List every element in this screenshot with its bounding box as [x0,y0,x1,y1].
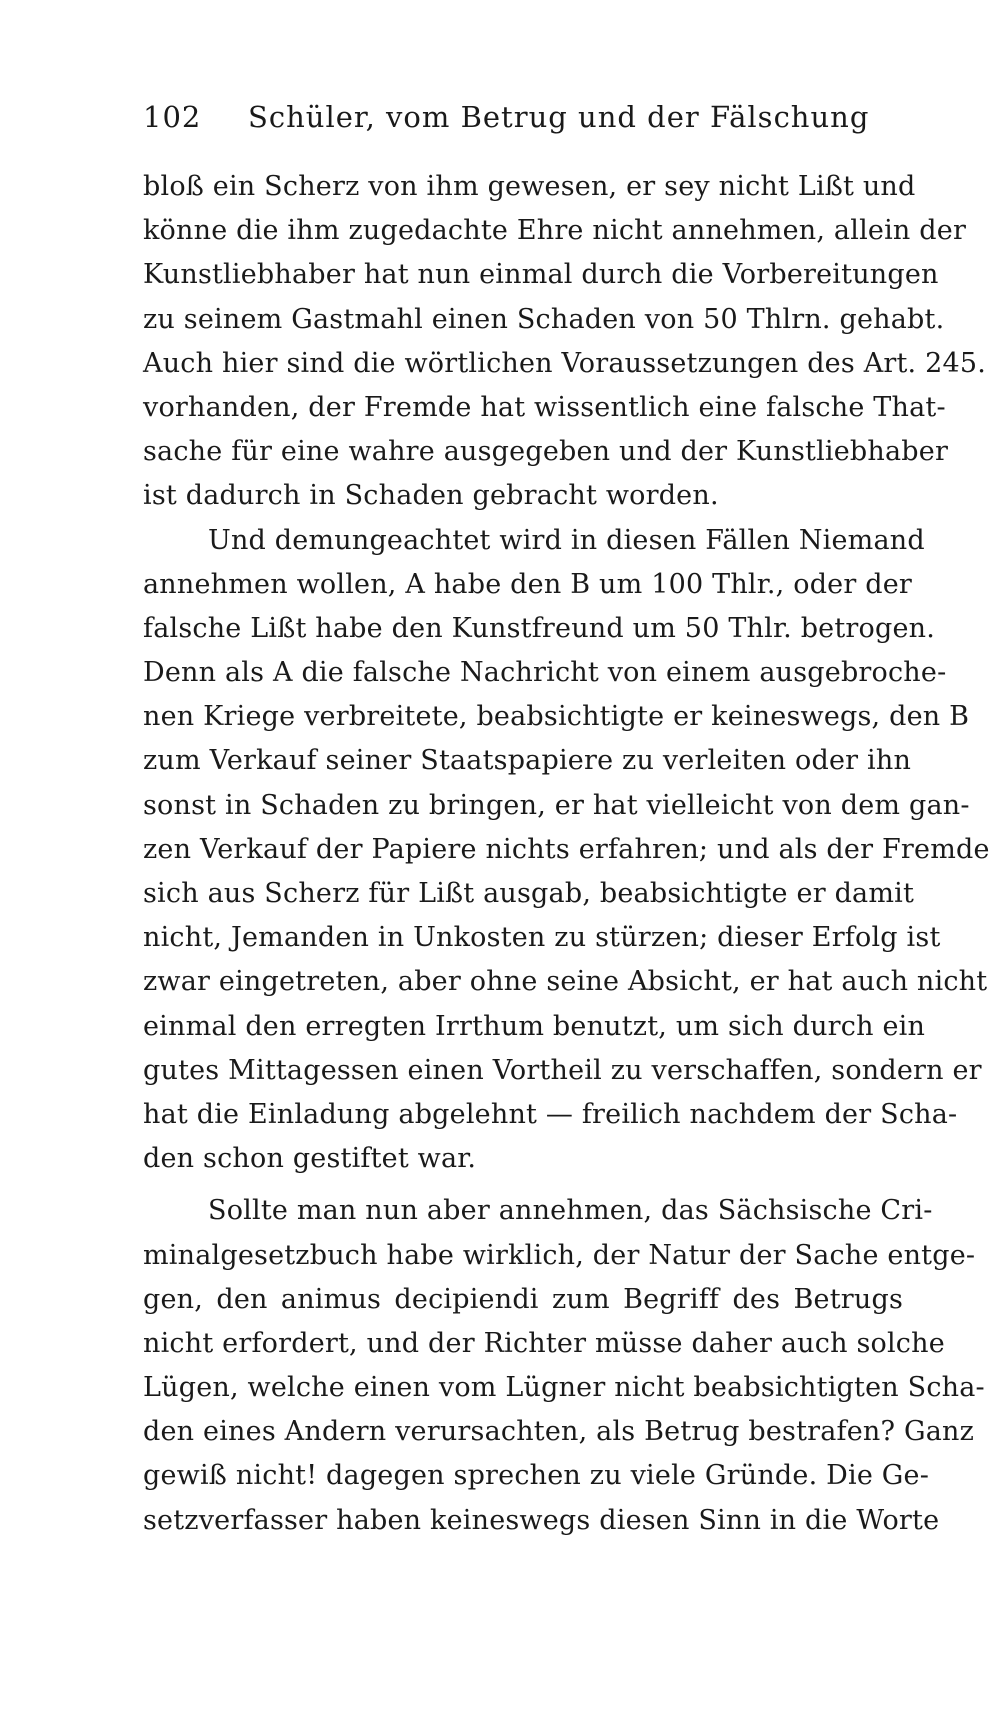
running-title: Schüler, vom Betrug und der Fälschung [248,100,870,134]
text-line: gutes Mittagessen einen Vortheil zu verschaffen, sondern er [143,1054,982,1086]
running-header [143,100,903,134]
text-line: zwar eingetreten, aber ohne seine Absicht, er hat auch nicht [143,966,988,998]
page-body [143,165,990,1543]
text-line: falsche Lißt habe den Kunstfreund um 50 Thlr. betrogen. [143,612,935,644]
text-line: Lügen, welche einen vom Lügner nicht beabsichtigten Scha- [143,1372,985,1404]
text-line: zu seinem Gastmahl einen Schaden von 50 Thlrn. gehabt. [143,303,945,335]
text-line: den schon gestiftet war. [143,1143,477,1175]
text-line: Auch hier sind die wörtlichen Voraussetzungen des Art. 245. [143,347,987,379]
text-line: Sollte man nun aber annehmen, das Sächsische Cri- [208,1195,933,1227]
text-line: nicht, Jemanden in Unkosten zu stürzen; dieser Erfolg ist [143,922,941,954]
paragraph-2 [143,519,990,1182]
text-line: gen, den animus decipiendi zum Begriff des Betrugs [143,1283,903,1315]
text-line: Und demungeachtet wird in diesen Fällen Niemand [208,524,925,556]
text-line: annehmen wollen, A habe den B um 100 Thlr., oder der [143,568,913,600]
text-line: nicht erfordert, und der Richter müsse daher auch solche [143,1327,945,1359]
text-line: den eines Andern verursachten, als Betrug bestrafen? Ganz [143,1416,975,1448]
text-line: minalgesetzbuch habe wirklich, der Natur der Sache entge- [143,1239,976,1271]
text-line: Denn als A die falsche Nachricht von einem ausgebroche- [143,657,947,689]
paragraph-gap [143,1181,903,1189]
paragraph-3 [143,1189,985,1543]
text-line: setzverfasser haben keineswegs diesen Sinn in die Worte [143,1504,940,1536]
text-line: bloß ein Scherz von ihm gewesen, er sey nicht Lißt und [143,171,916,202]
text-line: einmal den erregten Irrthum benutzt, um sich durch ein [143,1010,926,1042]
text-line: nen Kriege verbreitete, beabsichtigte er keineswegs, den B [143,701,970,733]
text-line: ist dadurch in Schaden gebracht worden. [143,480,719,512]
page-number: 102 [143,100,202,134]
text-line: sich aus Scherz für Lißt ausgab, beabsichtigte er damit [143,878,915,909]
text-line: zum Verkauf seiner Staatspapiere zu verleiten oder ihn [143,745,912,777]
text-line: zen Verkauf der Papiere nichts erfahren; und als der Fremde [143,833,990,865]
text-line: sache für eine wahre ausgegeben und der Kunstliebhaber [143,436,949,468]
text-line: Kunstliebhaber hat nun einmal durch die Vorbereitungen [143,259,939,291]
paragraph-1 [143,165,987,519]
text-line: gewiß nicht! dagegen sprechen zu viele Gründe. Die Ge- [143,1460,930,1492]
text-line: könne die ihm zugedachte Ehre nicht annehmen, allein der [143,215,967,247]
text-line: sonst in Schaden zu bringen, er hat vielleicht von dem gan- [143,789,970,821]
text-line: hat die Einladung abgelehnt — freilich nachdem der Scha- [143,1098,958,1130]
text-line: vorhanden, der Fremde hat wissentlich eine falsche That- [143,391,946,423]
